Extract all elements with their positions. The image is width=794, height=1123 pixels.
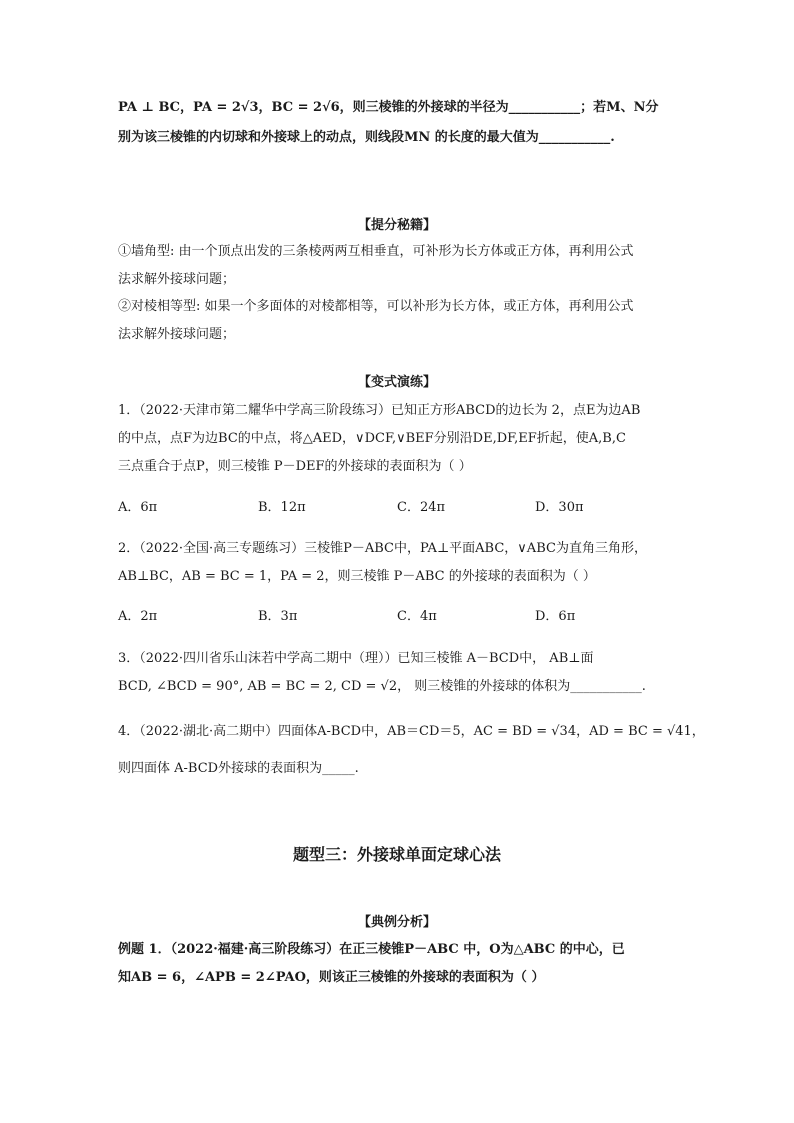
question-2-line-1: 2．（2022·全国·高三专题练习）三棱锥P－ABC中，PA⊥平面ABC，∨ABC为直角三角形，: [118, 541, 647, 556]
question-3-line-2: BCD, ∠BCD = 90°, AB = BC = 2, CD = √2， 则三棱锥的外接球的体积为___________.: [118, 679, 646, 694]
example-1-line-2: 知AB = 6，∠APB = 2∠PAO，则该正三棱锥的外接球的表面积为（ ）: [118, 970, 545, 985]
question-1-line-3: 三点重合于点P，则三棱锥 P－DEF的外接球的表面积为（ ）: [118, 459, 472, 474]
tips-item-2-line-2: 法求解外接球问题；: [118, 327, 236, 342]
question-2-choice-c: C．4π: [397, 609, 437, 624]
problem-continuation-line-1: PA ⊥ BC，PA = 2√3，BC = 2√6，则三棱锥的外接球的半径为___________；若M、N分: [118, 100, 659, 115]
question-1-line-2: 的中点，点F为边BC的中点，将△AED，∨DCF,∨BEF分别沿DE,DF,EF折起，使A,B,C: [118, 431, 626, 446]
question-3-line-1: 3．（2022·四川省乐山沫若中学高二期中（理））已知三棱锥 A－BCD中， AB⊥面: [118, 651, 594, 666]
practice-title: 【变式演练】: [357, 375, 436, 390]
problem-continuation-line-2: 别为该三棱锥的内切球和外接球上的动点，则线段MN 的长度的最大值为___________.: [118, 130, 615, 145]
question-1-line-1: 1．（2022·天津市第二耀华中学高三阶段练习）已知正方形ABCD的边长为 2，点E为边AB: [118, 403, 641, 418]
question-4-line-1: 4．（2022·湖北·高二期中）四面体A-BCD中，AB＝CD＝5，AC = BD = √34，AD = BC = √41，: [118, 724, 705, 739]
tips-item-1-line-1: ①墙角型: 由一个顶点出发的三条棱两两互相垂直，可补形为长方体或正方体，再利用公式: [118, 244, 634, 259]
section-3-heading: 题型三：外接球单面定球心法: [292, 845, 501, 864]
question-2-choice-b: B．3π: [258, 609, 298, 624]
tips-title: 【提分秘籍】: [357, 218, 436, 233]
question-2-choice-d: D．6π: [535, 609, 576, 624]
question-2-line-2: AB⊥BC，AB = BC = 1，PA = 2，则三棱锥 P－ABC 的外接球的表面积为（ ）: [118, 569, 596, 584]
question-1-choice-a: A．6π: [118, 500, 158, 515]
question-4-line-2: 则四面体 A-BCD外接球的表面积为_____.: [118, 761, 359, 776]
question-1-choice-d: D．30π: [535, 500, 584, 515]
example-1-line-1: 例题 1．（2022·福建·高三阶段练习）在正三棱锥P－ABC 中，O为△ABC 的中心，已: [118, 942, 625, 957]
question-1-choice-b: B．12π: [258, 500, 306, 515]
question-2-choice-a: A．2π: [118, 609, 158, 624]
tips-item-1-line-2: 法求解外接球问题；: [118, 272, 236, 287]
tips-item-2-line-1: ②对棱相等型: 如果一个多面体的对棱都相等，可以补形为长方体，或正方体，再利用公式: [118, 299, 634, 314]
question-1-choice-c: C．24π: [397, 500, 446, 515]
example-title: 【典例分析】: [357, 915, 436, 930]
